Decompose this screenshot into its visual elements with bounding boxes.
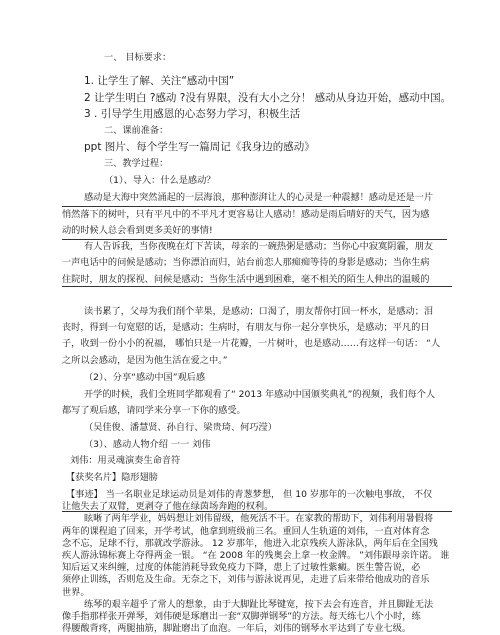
- paragraph-line: 读书累了，父母为我们削个苹果，是感动；口渴了，朋友帮你打回一杯水，是感动；泪: [84, 306, 434, 317]
- paragraph-line: 世界。: [62, 586, 90, 598]
- paragraph-line: 练琴的艰辛超乎了常人的想象，由于大脚趾比琴键宽，按下去会有连音，并且脚趾无法: [84, 598, 434, 610]
- student-names: （吴佳俊、潘慧贤、孙自行、梁贵琦、何巧滢）: [84, 422, 277, 433]
- paragraph-line: 开学的时候，我们全班同学都观看了“ 2013 年感动中国颁奖典礼”的视频，我们每个人: [84, 389, 436, 400]
- section-heading-preparation: 二、课前准备：: [104, 125, 169, 136]
- step-3-heading: （3）、感动人物介绍 一一 刘伟: [84, 439, 211, 450]
- section-heading-goals: 一、 目标要求：: [104, 52, 172, 63]
- subtitle-liuwei: 刘伟：用灵魂演奏生命音符: [70, 455, 181, 466]
- paragraph-line: 一声电话中的问候是感动；当你漂泊而归，站台前恋人那痴痴等待的身影是感动；当你生病: [62, 257, 430, 268]
- paragraph-line: 子，收到一份小小的祝福， 哪怕只是一片花瓣，一片树叶，也是感动……有这样一句话： “人: [62, 338, 441, 349]
- paragraph-line: 悄然落下的树叶，只有平凡中的不平凡才更容易让人感动！感动是雨后晴好的天气，因为感: [62, 209, 430, 220]
- paragraph-line: 像手指那样张开弹琴，刘伟硬是琢磨出一套“双脚弹钢琴”的方法。每天练七八个小时，练: [62, 611, 421, 622]
- paragraph-line: 丧时，得到一句宽慰的话，是感动；生病时，有朋友与你一起分享快乐，是感动；平凡的日: [62, 322, 430, 333]
- paragraph-line: 念不忘，足球不行，那就改学游泳。 12 岁那年，他进入北京残疾人游泳队，两年后在全国残: [62, 537, 438, 549]
- paragraph-line: 让他失去了双臂，更剥夺了他在绿茵场奔跑的权利。: [62, 501, 274, 513]
- paragraph-line: 都写了观后感，请同学来分享一下你的感受。: [62, 405, 246, 416]
- paragraph-line: 眩晰了两年学业，妈妈想让刘伟留级，他死活不干。在家教的帮助下，刘伟利用暑假将: [84, 513, 434, 525]
- paragraph-line: 有人告诉我，当你夜晚在灯下苦读，母亲的一碗热粥是感动；当你心中寂寞阴霾，朋友: [84, 241, 434, 252]
- step-1-heading: （1）、导入：什么是感动？: [104, 175, 216, 186]
- paragraph-line: 疾人游泳锦标赛上夺得两金一银。 “在 2008 年的残奥会上拿一枚金牌。 ”刘伟跟母亲许诺。 谁: [62, 550, 450, 561]
- underline-rule: [62, 286, 452, 287]
- goal-item-1: 1. 让学生了解、关注“感动中国”: [84, 75, 235, 87]
- paragraph-line: 动的时候人总会看到更多美好的事情!: [62, 225, 213, 236]
- paragraph-line: 之所以会感动，是因为他生活在爱之中。”: [62, 355, 228, 366]
- section-heading-process: 三、教学过程：: [104, 158, 169, 169]
- paragraph-line: 【事迹】 当一名职业足球运动员是刘伟的青葱梦想， 但 10 岁那年的一次触电事故， 不仅: [66, 489, 433, 500]
- paragraph-line: 须停止训练，否则危及生命。无奈之下，刘伟与游泳说再见，走进了后来带给他成功的音乐: [62, 574, 430, 586]
- paragraph-line: 住院时，朋友的探视、问候是感动；当你生活中遇到困难，毫不相关的陌生人伸出的温暖的: [62, 274, 430, 285]
- goal-item-2: 2 让学生明白 ?感动 ?没有界限，没有大小之分！ 感动从身边开始，感动中国。: [84, 92, 452, 104]
- paragraph-line: 得腰酸背疼，两腿抽筋，脚趾磨出了血泡。一年后，刘伟的钢琴水平达到了专业七级。: [62, 623, 412, 635]
- goal-item-3: 3 . 引导学生用感恩的心态努力学习，积极生活: [84, 108, 301, 120]
- step-2-heading: （2）、分享“感动中国”观后感: [84, 372, 206, 383]
- paragraph-line: 知后运又来纠缠，过度的体能消耗导致免疫力下降，患上了过敏性紫癜。医生警告说，必: [62, 562, 421, 574]
- underline-rule: [62, 206, 410, 207]
- award-card-label: 【获奖名片】隐形翅膀: [66, 472, 158, 483]
- paragraph-line: 感动是大海中突然涌起的一层海浪，那种澎湃让人的心灵是一种震撼！感动是还是一片: [84, 192, 434, 203]
- underline-rule: [62, 239, 447, 240]
- paragraph-line: 两年的课程追了回来，开学考试，他拿到班级前三名。重回人生轨道的刘伟，一直对体育念: [62, 525, 430, 537]
- preparation-text: ppt 图片、每个学生写一篇周记《我身边的感动》: [84, 141, 315, 153]
